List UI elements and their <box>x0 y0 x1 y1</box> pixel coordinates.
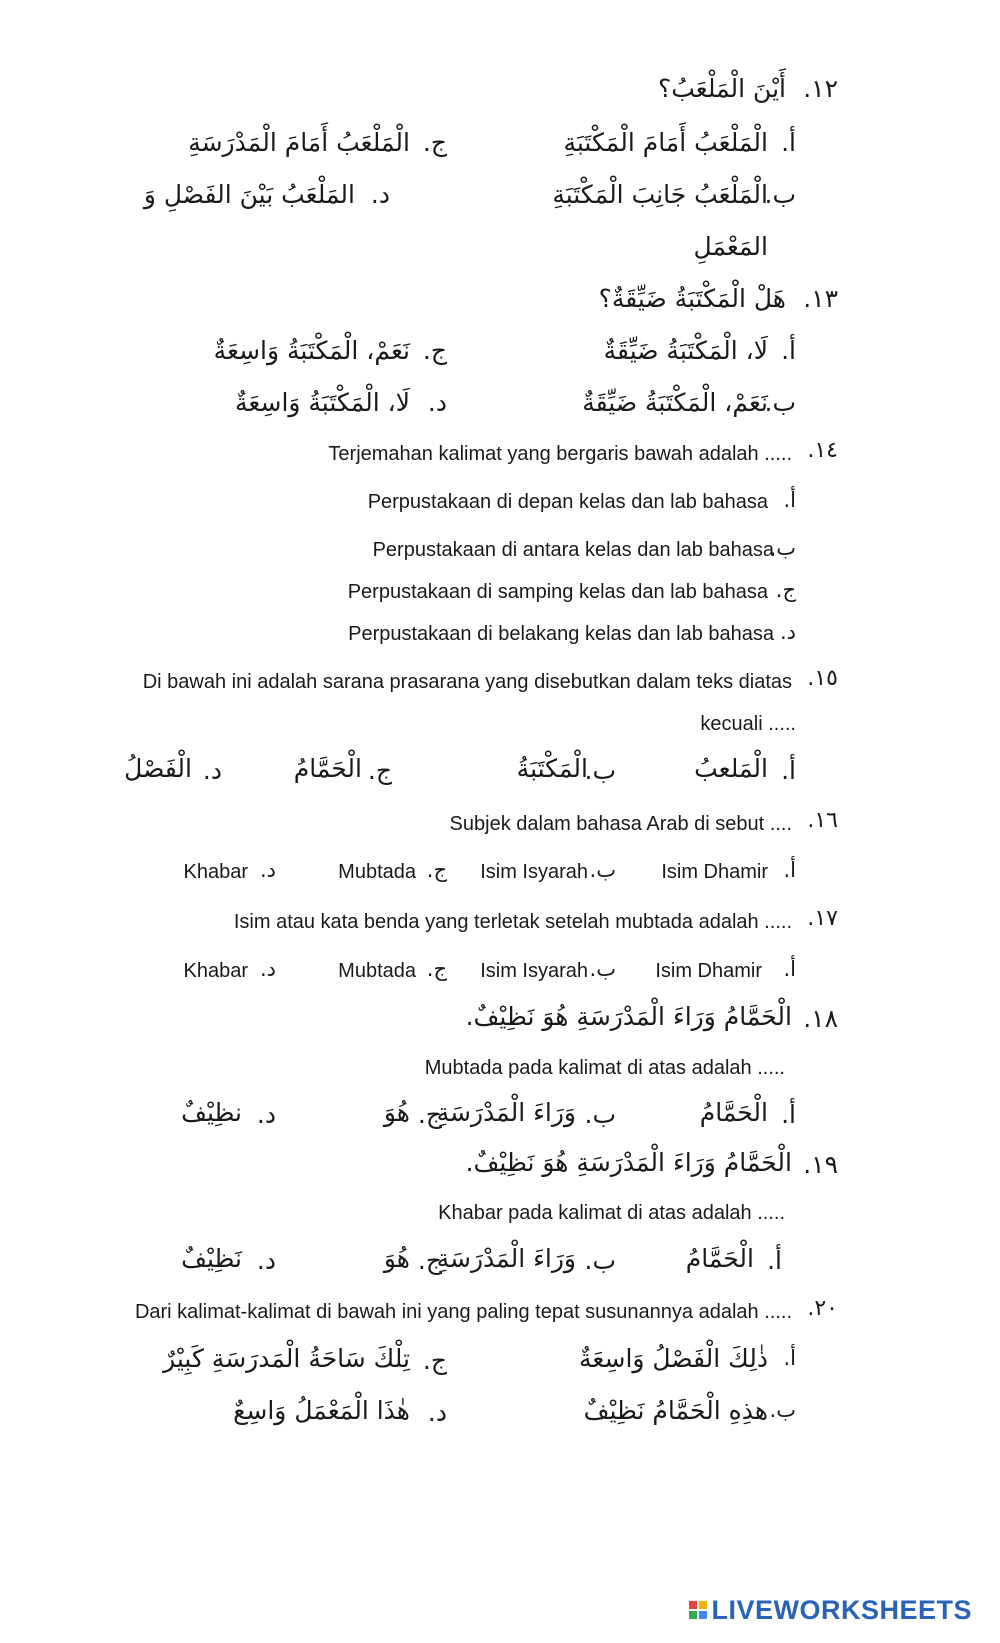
q13-question: هَلْ الْمَكْتَبَةُ ضَيِّقَةٌ؟ <box>598 284 786 313</box>
q15-option-c-letter: ج. <box>367 756 392 785</box>
q19-option-c-letter: ج. <box>417 1246 442 1275</box>
q19-option-b[interactable]: وَرَاءَ الْمَدْرَسَةِ <box>436 1244 576 1273</box>
q17-option-a[interactable]: Isim Dhamir <box>655 960 762 982</box>
q12-option-d-continuation: المَعْمَلِ <box>693 232 768 261</box>
q14-option-a[interactable]: Perpustakaan di depan kelas dan lab bahasa <box>367 491 768 513</box>
q14-option-c[interactable]: Perpustakaan di samping kelas dan lab bahasa <box>347 581 768 603</box>
q13-option-d[interactable]: لَا، الْمَكْتَبَةُ وَاسِعَةٌ <box>235 388 410 417</box>
q14-option-b-letter: ب. <box>769 536 796 560</box>
q19-option-a[interactable]: الْحَمَّامُ <box>685 1244 754 1273</box>
q17-option-d[interactable]: Khabar <box>183 960 248 982</box>
q15-option-c[interactable]: الْحَمَّامُ <box>293 754 362 783</box>
q20-number: ٢٠. <box>807 1296 838 1321</box>
q18-option-c-letter: ج. <box>417 1100 442 1129</box>
logo-square-4 <box>699 1611 707 1619</box>
q13-option-b-letter: ب. <box>764 388 796 417</box>
q20-option-a-letter: أ. <box>783 1346 796 1370</box>
q15-option-b[interactable]: الْمَكْتَبَةُ <box>516 754 588 783</box>
q20-option-d-letter: د. <box>427 1398 447 1427</box>
q13-option-a[interactable]: لَا، الْمَكْتَبَةُ ضَيِّقَةٌ <box>603 336 768 365</box>
q13-option-a-letter: أ. <box>781 336 796 365</box>
q19-number: ١٩. <box>803 1150 838 1179</box>
q14-option-c-letter: ج. <box>775 578 796 602</box>
q13-option-d-letter: د. <box>427 388 447 417</box>
q19-sentence: الْحَمَّامُ وَرَاءَ الْمَدْرَسَةِ هُوَ نَظِيْفٌ. <box>465 1148 792 1177</box>
q16-option-c-letter: ج. <box>426 858 447 882</box>
q17-option-d-letter: د. <box>259 957 276 981</box>
q16-option-a[interactable]: Isim Dhamir <box>661 861 768 883</box>
q14-question: Terjemahan kalimat yang bergaris bawah adalah ..... <box>328 443 792 465</box>
q20-option-b[interactable]: هذِهِ الْحَمَّامُ نَظِيْفٌ <box>583 1396 768 1425</box>
q18-question: Mubtada pada kalimat di atas adalah ..... <box>424 1057 785 1079</box>
q16-option-b[interactable]: Isim Isyarah <box>480 861 588 883</box>
q12-option-b-letter: ب. <box>764 180 796 209</box>
q19-question: Khabar pada kalimat di atas adalah ..... <box>438 1202 785 1224</box>
q15-option-a-letter: أ. <box>781 756 796 785</box>
liveworksheets-logo-text: LIVEWORKSHEETS <box>711 1594 972 1625</box>
q16-option-d[interactable]: Khabar <box>183 861 248 883</box>
q12-option-a[interactable]: الْمَلْعَبُ أَمَامَ الْمَكْتَبَةِ <box>563 128 768 157</box>
q17-option-c-letter: ج. <box>426 957 447 981</box>
q16-option-b-letter: ب. <box>589 858 616 882</box>
q18-option-d[interactable]: نظِيْفٌ <box>181 1098 242 1127</box>
q12-number: ١٢. <box>803 74 838 103</box>
q18-option-a-letter: أ. <box>781 1100 796 1129</box>
q12-option-d-letter: د. <box>370 180 390 209</box>
q18-sentence: الْحَمَّامُ وَرَاءَ الْمَدْرَسَةِ هُوَ نَظِيْفٌ. <box>465 1002 792 1031</box>
q12-option-b[interactable]: الْمَلْعَبُ جَانِبَ الْمَكْتَبَةِ <box>552 180 768 209</box>
q15-question-line2: kecuali ..... <box>700 713 796 735</box>
q15-option-b-letter: ب. <box>584 756 616 785</box>
logo-square-2 <box>699 1601 707 1609</box>
q19-option-c[interactable]: هُوَ <box>383 1244 410 1273</box>
logo-square-1 <box>689 1601 697 1609</box>
q14-option-a-letter: أ. <box>783 488 796 512</box>
q17-question: Isim atau kata benda yang terletak setelah mubtada adalah ..... <box>233 911 792 933</box>
q16-number: ١٦. <box>807 808 838 833</box>
liveworksheets-logo <box>689 1595 972 1625</box>
q19-option-d[interactable]: نَظِيْفٌ <box>181 1244 242 1273</box>
q17-option-c[interactable]: Mubtada <box>338 960 416 982</box>
q20-option-d[interactable]: هٰذَا الْمَعْمَلُ وَاسِعٌ <box>233 1396 410 1425</box>
q14-option-b[interactable]: Perpustakaan di antara kelas dan lab bahasa <box>372 539 774 561</box>
q15-question-line1: Di bawah ini adalah sarana prasarana yang disebutkan dalam teks diatas <box>142 671 792 693</box>
q17-option-a-letter: أ. <box>783 957 796 981</box>
q12-option-c-letter: ج. <box>422 128 447 157</box>
q18-option-b[interactable]: وَرَاءَ الْمَدْرَسَةِ <box>436 1098 576 1127</box>
q14-option-d-letter: د. <box>779 620 796 644</box>
q19-option-a-letter: أ. <box>767 1246 782 1275</box>
q19-option-d-letter: د. <box>256 1246 276 1275</box>
q20-option-c[interactable]: تِلْكَ سَاحَةُ الْمَدرَسَةِ كَبِيْرٌ <box>163 1344 410 1373</box>
q13-option-c-letter: ج. <box>422 336 447 365</box>
q16-question: Subjek dalam bahasa Arab di sebut .... <box>449 813 792 835</box>
q16-option-a-letter: أ. <box>783 858 796 882</box>
q19-option-b-letter: ب. <box>584 1246 616 1275</box>
q20-question: Dari kalimat-kalimat di bawah ini yang paling tepat susunannya adalah ..... <box>134 1301 792 1323</box>
liveworksheets-logo-icon <box>689 1601 707 1619</box>
q12-option-d[interactable]: المَلْعَبُ بَيْنَ الفَصْلِ وَ <box>143 180 355 209</box>
q13-number: ١٣. <box>803 284 838 313</box>
q18-option-d-letter: د. <box>256 1100 276 1129</box>
q18-option-a[interactable]: الْحَمَّامُ <box>699 1098 768 1127</box>
q12-question: أَيْنَ الْمَلْعَبُ؟ <box>657 74 786 103</box>
q15-option-d[interactable]: الْفَصْلُ <box>124 754 192 783</box>
q13-option-c[interactable]: نَعَمْ، الْمَكْتَبَةُ وَاسِعَةٌ <box>213 336 410 365</box>
q16-option-c[interactable]: Mubtada <box>338 861 416 883</box>
q17-option-b[interactable]: Isim Isyarah <box>480 960 588 982</box>
q15-option-a[interactable]: الْمَلعبُ <box>694 754 768 783</box>
q12-option-c[interactable]: الْمَلْعَبُ أَمَامَ الْمَدْرَسَةِ <box>188 128 410 157</box>
q18-option-c[interactable]: هُوَ <box>383 1098 410 1127</box>
q14-number: ١٤. <box>807 438 838 463</box>
q15-number: ١٥. <box>807 666 838 691</box>
logo-square-3 <box>689 1611 697 1619</box>
q12-option-a-letter: أ. <box>781 128 796 157</box>
q16-option-d-letter: د. <box>259 858 276 882</box>
q17-option-b-letter: ب. <box>589 957 616 981</box>
q20-option-c-letter: ج. <box>422 1346 447 1375</box>
q13-option-b[interactable]: نَعَمْ، الْمَكْتَبَةُ ضَيِّقَةٌ <box>582 388 768 417</box>
q18-number: ١٨. <box>803 1004 838 1033</box>
q15-option-d-letter: د. <box>202 756 222 785</box>
q14-option-d[interactable]: Perpustakaan di belakang kelas dan lab bahasa <box>348 623 774 645</box>
q17-number: ١٧. <box>807 906 838 931</box>
q20-option-a[interactable]: ذٰلِكَ الْفَصْلُ وَاسِعَةٌ <box>579 1344 768 1373</box>
q20-option-b-letter: ب. <box>769 1398 796 1422</box>
q18-option-b-letter: ب. <box>584 1100 616 1129</box>
